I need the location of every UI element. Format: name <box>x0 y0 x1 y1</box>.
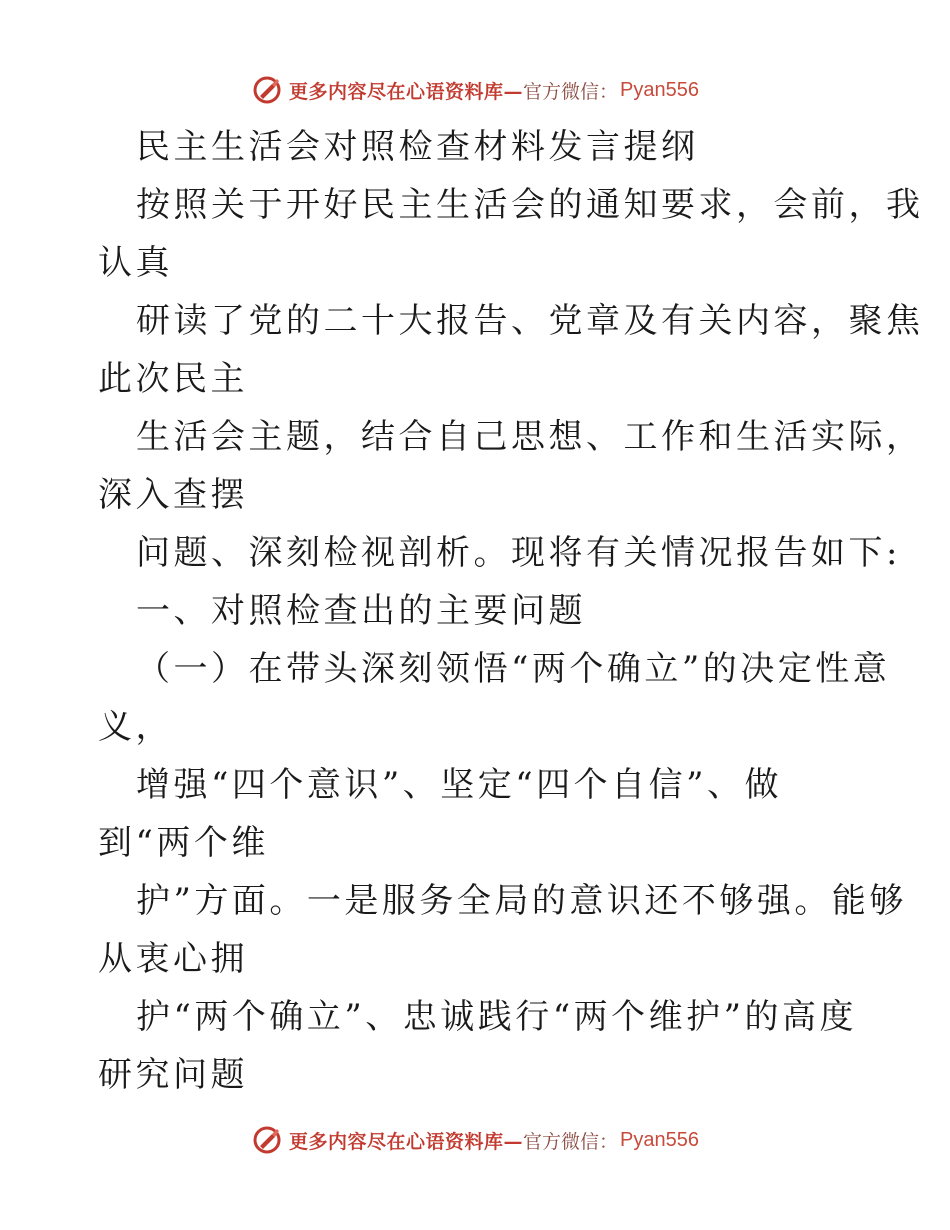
text-line: 生活会主题，结合自己思想、工作和生活实际， <box>136 417 924 457</box>
document-title: 民主生活会对照检查材料发言提纲 <box>136 127 699 167</box>
text-line: 增强“四个意识”、坚定“四个自信”、做 <box>136 765 783 805</box>
text-line: 研究问题 <box>98 1055 248 1095</box>
text-line: 从衷心拥 <box>98 939 248 979</box>
text-line: 按照关于开好民主生活会的通知要求，会前，我 <box>136 185 924 225</box>
pen-logo-icon <box>251 1124 283 1156</box>
watermark-wechat-id: Pyan556 <box>620 1128 699 1151</box>
text-line: 到“两个维 <box>98 823 269 863</box>
section-heading: 一、对照检查出的主要问题 <box>136 591 586 631</box>
text-line: 护”方面。一是服务全局的意识还不够强。能够 <box>136 881 907 921</box>
watermark-main-text: 更多内容尽在心语资料库— <box>289 1130 524 1153</box>
subsection-heading: （一）在带头深刻领悟“两个确立”的决定性意 <box>136 649 891 689</box>
text-line: 义， <box>98 707 173 747</box>
text-line: 护“两个确立”、忠诚践行“两个维护”的高度 <box>136 997 858 1037</box>
footer-watermark <box>0 1122 950 1158</box>
header-watermark <box>0 72 950 108</box>
text-line: 研读了党的二十大报告、党章及有关内容，聚焦 <box>136 301 924 341</box>
text-line: 认真 <box>98 243 173 283</box>
text-line: 问题、深刻检视剖析。现将有关情况报告如下: <box>136 533 901 573</box>
text-line: 此次民主 <box>98 359 248 399</box>
watermark-sub-text: 官方微信： <box>523 80 619 103</box>
pen-logo-icon <box>251 74 283 106</box>
document-body <box>98 118 924 1104</box>
watermark-wechat-id: Pyan556 <box>620 78 699 101</box>
watermark-sub-text: 官方微信： <box>523 1130 619 1153</box>
text-line: 深入查摆 <box>98 475 248 515</box>
watermark-main-text: 更多内容尽在心语资料库— <box>289 80 524 103</box>
